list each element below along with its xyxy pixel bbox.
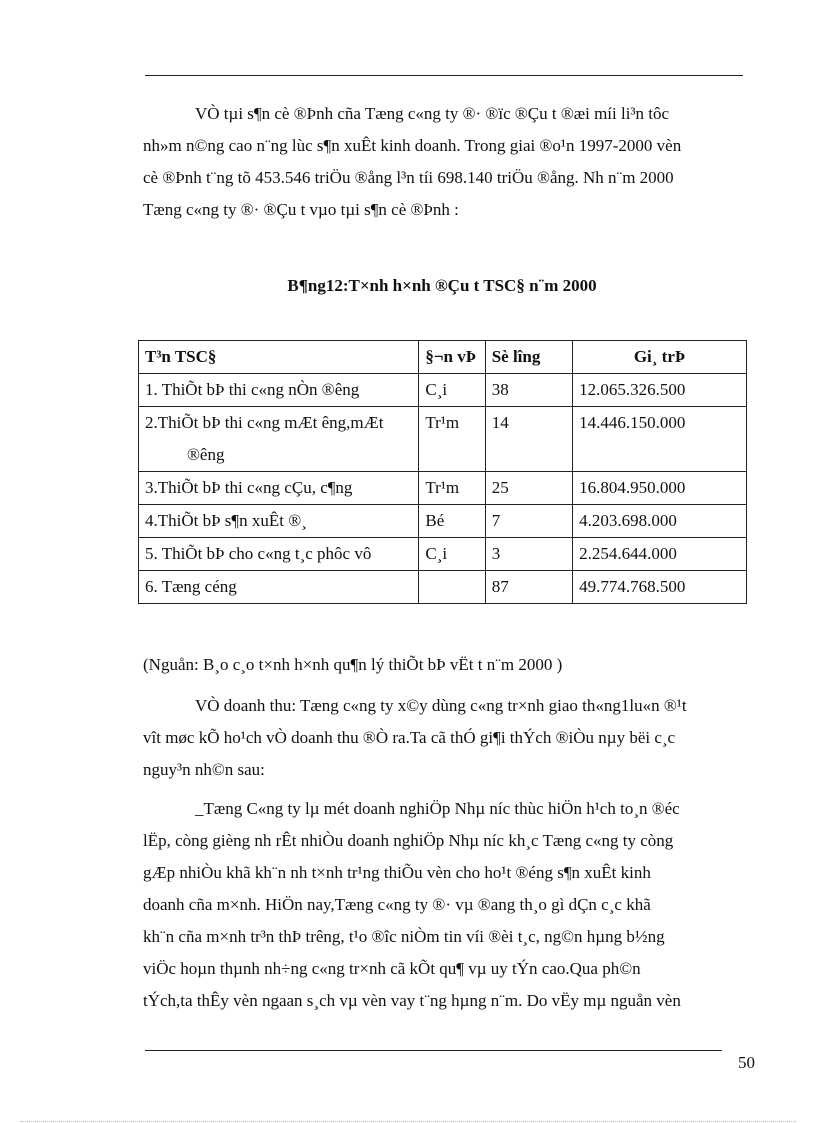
- paragraph-reasons: [143, 793, 741, 1017]
- cell-unit: Tr¹m: [419, 407, 485, 472]
- cell-value: 49.774.768.500: [573, 571, 747, 604]
- header-value: Gi¸ trÞ: [573, 341, 747, 374]
- text-line: VÒ doanh thu: Tæng c«ng ty x©y dùng c«ng tr×nh giao th«ng1lu«n ®¹t: [195, 696, 687, 715]
- cell-quantity: 14: [485, 407, 572, 472]
- text-line: nguy³n nh©n sau:: [143, 760, 265, 779]
- text-line: kh¨n cña m×nh tr³n thÞ trêng, t¹o ®îc niÒm tin víi ®èi t¸c, ng©n hµng b½ng: [143, 927, 665, 946]
- text-line: tÝch,ta thÊy vèn ngaan s¸ch vµ vèn vay t¨ng hµng n¨m. Do vËy mµ nguån vèn: [143, 991, 681, 1010]
- fixed-asset-investment-table: [138, 340, 747, 604]
- cell-asset-name: [139, 407, 419, 472]
- cell-quantity: 87: [485, 571, 572, 604]
- table-total-row: [139, 571, 747, 604]
- table-row: [139, 505, 747, 538]
- header-unit: §¬n vÞ: [419, 341, 485, 374]
- cell-unit: C¸i: [419, 538, 485, 571]
- cell-asset-name: 6. Tæng céng: [139, 571, 419, 604]
- header-rule: [145, 75, 743, 76]
- cell-unit: Tr¹m: [419, 472, 485, 505]
- table-row: [139, 374, 747, 407]
- table-row: [139, 538, 747, 571]
- page-boundary: [20, 1121, 796, 1122]
- cell-asset-name: 5. ThiÕt bÞ cho c«ng t¸c phôc vô: [139, 538, 419, 571]
- text-line: lËp, còng gièng nh rÊt nhiÒu doanh nghiÖp Nhµ níc kh¸c Tæng c«ng ty còng: [143, 831, 674, 850]
- header-asset-name: T³n TSC§: [139, 341, 419, 374]
- header-quantity: Sè lîng: [485, 341, 572, 374]
- text-line: gÆp nhiÒu khã kh¨n nh t×nh tr¹ng thiÕu vèn cho ho¹t ®éng s¶n xuÊt kinh: [143, 863, 651, 882]
- cell-value: 12.065.326.500: [573, 374, 747, 407]
- cell-quantity: 25: [485, 472, 572, 505]
- cell-value: 14.446.150.000: [573, 407, 747, 472]
- footer-rule: [145, 1050, 722, 1051]
- table-row: [139, 472, 747, 505]
- text-line: nh»m n©ng cao n¨ng lùc s¶n xuÊt kinh doanh. Trong giai ®o¹n 1997-2000 vèn: [143, 136, 682, 155]
- cell-value: 2.254.644.000: [573, 538, 747, 571]
- paragraph-fixed-assets: [143, 98, 741, 226]
- cell-asset-name: 4.ThiÕt bÞ s¶n xuÊt ®¸: [139, 505, 419, 538]
- text-line: Tæng c«ng ty ®· ®Çu t vµo tµi s¶n cè ®Þnh :: [143, 200, 459, 219]
- cell-unit: C¸i: [419, 374, 485, 407]
- text-line: viÖc hoµn thµnh nh÷ng c«ng tr×nh cã kÕt qu¶ vµ uy tÝn cao.Qua ph©n: [143, 959, 641, 978]
- cell-unit: [419, 571, 485, 604]
- text-line: cè ®Þnh t¨ng tõ 453.546 triÖu ®ång l³n tíi 698.140 triÖu ®ång. Nh n¨m 2000: [143, 168, 674, 187]
- cell-quantity: 38: [485, 374, 572, 407]
- cell-unit: Bé: [419, 505, 485, 538]
- cell-value: 4.203.698.000: [573, 505, 747, 538]
- cell-asset-name-line: 2.ThiÕt bÞ thi c«ng mÆt êng,mÆt: [145, 413, 384, 432]
- text-line: _Tæng C«ng ty lµ mét doanh nghiÖp Nhµ níc thùc hiÖn h¹ch to¸n ®éc: [195, 799, 680, 818]
- table-source-note: (Nguån: B¸o c¸o t×nh h×nh qu¶n lý thiÕt bÞ vËt t n¨m 2000 ): [143, 655, 563, 674]
- table-title: B¶ng12:T×nh h×nh ®Çu t TSC§ n¨m 2000: [287, 276, 597, 295]
- text-line: doanh cña m×nh. HiÖn nay,Tæng c«ng ty ®· vµ ®ang th¸o gì dÇn c¸c khã: [143, 895, 651, 914]
- text-line: vît møc kÕ ho¹ch vÒ doanh thu ®Ò ra.Ta cã thÓ gi¶i thÝch ®iÒu nµy bëi c¸c: [143, 728, 676, 747]
- text-line: VÒ tµi s¶n cè ®Þnh cña Tæng c«ng ty ®· ®ïc ®Çu t ®æi míi li³n tôc: [195, 104, 670, 123]
- cell-asset-name: 1. ThiÕt bÞ thi c«ng nÒn ®êng: [139, 374, 419, 407]
- paragraph-revenue: [143, 690, 741, 786]
- cell-value: 16.804.950.000: [573, 472, 747, 505]
- page-number: 50: [738, 1053, 755, 1072]
- table-row: [139, 407, 747, 472]
- cell-asset-name-line: ®êng: [187, 445, 225, 464]
- cell-asset-name: 3.ThiÕt bÞ thi c«ng cÇu, c¶ng: [139, 472, 419, 505]
- cell-quantity: 3: [485, 538, 572, 571]
- table-header-row: [139, 341, 747, 374]
- cell-quantity: 7: [485, 505, 572, 538]
